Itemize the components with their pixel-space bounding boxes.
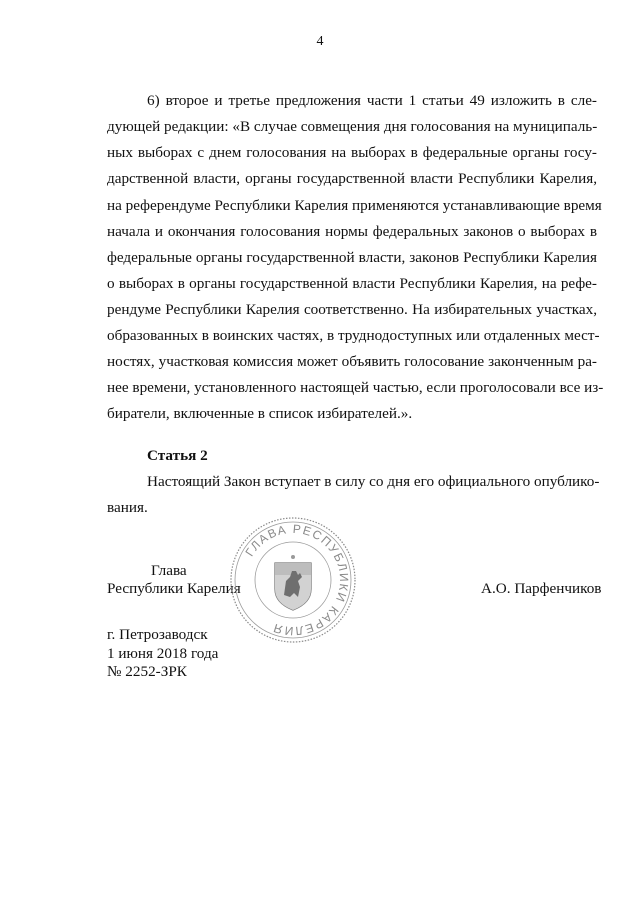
paragraph-line: на референдуме Республики Карелия применяются устанавливающие время bbox=[107, 197, 602, 214]
paragraph-line: о выборах в органы государственной власти Республики Карелия, на рефе- bbox=[107, 275, 597, 292]
paragraph-line: дующей редакции: «В случае совмещения дня голосования на муниципаль- bbox=[107, 118, 598, 135]
paragraph-line: рендуме Республики Карелия соответственно. На избирательных участках, bbox=[107, 301, 597, 318]
paragraph-line: ных выборах с днем голосования на выборах в федеральные органы госу- bbox=[107, 144, 597, 161]
paragraph-line: ностях, участковая комиссия может объявить голосование законченным ра- bbox=[107, 353, 597, 370]
page-number: 4 bbox=[316, 34, 324, 49]
place: г. Петрозаводск bbox=[107, 626, 208, 643]
article-text-line: вания. bbox=[107, 499, 148, 516]
paragraph-line: дарственной власти, органы государственной власти Республики Карелия, bbox=[107, 170, 597, 187]
signature-name: А.О. Парфенчиков bbox=[481, 580, 602, 597]
paragraph-line: биратели, включенные в список избирателей.». bbox=[107, 405, 413, 422]
paragraph-line: образованных в воинских частях, в труднодоступных или отдаленных мест- bbox=[107, 327, 600, 344]
article-heading: Статья 2 bbox=[147, 447, 208, 464]
signature-title-line1: Глава bbox=[151, 562, 187, 579]
official-seal bbox=[228, 515, 358, 645]
date: 1 июня 2018 года bbox=[107, 645, 219, 662]
paragraph-line: 6) второе и третье предложения части 1 статьи 49 изложить в сле- bbox=[147, 92, 597, 109]
paragraph-line: начала и окончания голосования нормы федеральных законов о выборах в bbox=[107, 223, 597, 240]
law-number: № 2252-ЗРК bbox=[107, 663, 187, 680]
paragraph-line: нее времени, установленного настоящей частью, если проголосовали все из- bbox=[107, 379, 604, 396]
seal-ring-text: ГЛАВА РЕСПУБЛИКИ КАРЕЛИЯ bbox=[242, 521, 352, 639]
coat-of-arms-icon bbox=[275, 555, 311, 610]
paragraph-line: федеральные органы государственной власти, законов Республики Карелия bbox=[107, 249, 597, 266]
article-text-line: Настоящий Закон вступает в силу со дня его официального опублико- bbox=[147, 473, 600, 490]
signature-title-line2: Республики Карелия bbox=[107, 580, 241, 597]
